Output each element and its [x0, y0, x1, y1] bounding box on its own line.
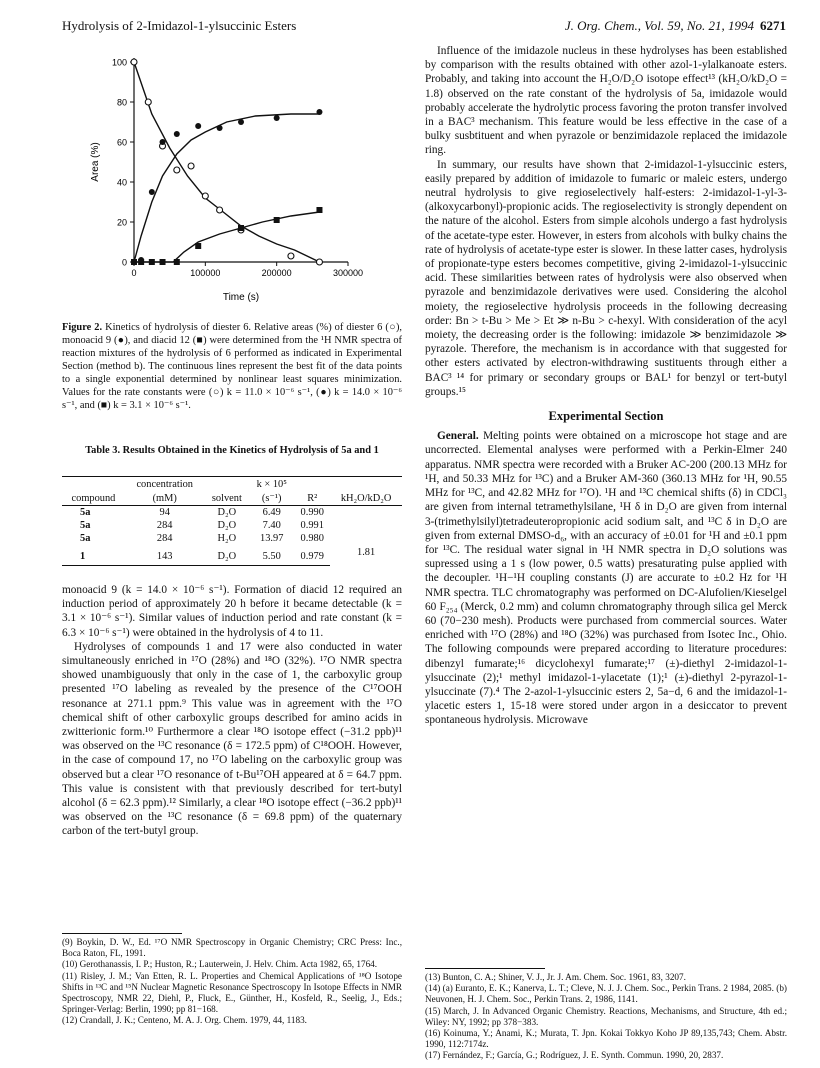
table-row: 5a 94 D₂O 6.49 0.990 — [80, 507, 324, 518]
figure-label: Figure 2. — [62, 322, 103, 333]
data-point-diacid — [316, 207, 322, 213]
paragraph: monoacid 9 (k = 14.0 × 10⁻⁶ s⁻¹). Formation of diacid 12 required an induction period of approximately 20 h before it became detectable (k = 3.1 × 10⁻⁶ s⁻¹). Similar values of induction period and rate constant (k = 6.3 × 10⁻⁶ s⁻¹) were obtained in the hydrolysis of 4 to 11. — [62, 584, 402, 639]
fit-line-series-2 — [134, 114, 320, 262]
right-footnotes — [425, 972, 787, 1062]
ratio-value: 1.81 — [357, 546, 376, 558]
x-tick-label: 100000 — [190, 268, 221, 278]
data-point-monoacid — [174, 131, 180, 137]
col-concentration: concentration — [125, 477, 205, 492]
data-point-monoacid — [149, 189, 155, 195]
data-point-diester — [188, 163, 194, 169]
data-point-diester — [131, 59, 137, 65]
x-tick-label: 0 — [131, 268, 137, 278]
data-point-diacid — [149, 259, 155, 265]
footnote: (9) Boykin, D. W., Ed. ¹⁷O NMR Spectroscopy in Organic Chemistry; CRC Press: Inc., Boca Raton, FL, 1991. — [62, 937, 402, 959]
data-point-diester — [217, 207, 223, 213]
x-tick-label: 300000 — [332, 268, 364, 278]
journal-citation — [565, 18, 786, 34]
col-r2: R² — [294, 491, 330, 506]
data-point-diester — [145, 99, 151, 105]
section-title: Experimental Section — [548, 409, 664, 424]
x-tick-label: 200000 — [261, 268, 292, 278]
kinetics-plot — [62, 48, 402, 320]
paragraph: Hydrolyses of compounds 1 and 17 were also conducted in water simultaneously enriched in ¹⁷O (28%) and ¹⁸O (32%). ¹⁷O NMR spectra showed unambiguously that only in the case of 1, the carboxylic group presented ¹⁷O labeling as revealed by the presence of the C¹⁷OOH resonance at 271.1 ppm.⁹ This value was in agreement with the ¹⁷O chemical shift of other carboxylic groups described for amino acids in zwitterionic form.¹⁰ Furthermore a clear ¹⁸O isotope effect (−31.2 ppb)¹¹ was observed on the ¹³C resonance (δ = 172.5 ppm) of C¹⁸OOH. However, in the case of compound 17, no ¹⁷O labeling on the carboxylic group was observed but a clear ¹⁷O resonance of t-Bu¹⁷OH appeared at δ = 64.7 ppm. This value is consistent with that previously described for tert-butyl alcohol (δ = 62.3 ppm).¹² Similarly, a clear ¹⁸O isotope effect (−36.2 ppb)¹¹ was observed on the ¹³C resonance (δ = 69.8 ppm) of the quaternary carbon of the tert-butyl group. — [62, 640, 402, 838]
table-row: 1 143 D₂O 5.50 0.979 — [62, 545, 402, 566]
y-tick-label: 80 — [116, 97, 127, 108]
data-point-monoacid — [195, 123, 201, 129]
data-point-diacid — [274, 217, 280, 223]
paragraph — [425, 429, 787, 727]
y-tick-label: 40 — [116, 177, 127, 188]
data-point-diester — [316, 259, 322, 265]
footnote: (17) Fernández, F.; García, G.; Rodríguez, J. E. Synth. Commun. 1990, 20, 2837. — [425, 1050, 724, 1061]
paragraph: In summary, our results have shown that 2-imidazol-1-ylsuccinic esters, easily prepared by addition of imidazole to fumaric or maleic esters, undergo neutral hydrolysis to give regioselectively half-esters: 2-imidazol-1-yl-3-(alkoxycarbonyl)-propionic acids. The regioselectivity is strongly dependent on the nature of the alcohol. Esters from simple alcohols undergo a fast hydrolysis of the acetate-type ester. However, in esters from alcohols with bulky chains the rate of hydrolysis of acetate-type ester is slower. In these latter cases, hydrolysis of propionate-type esters becomes competitive, giving 2-imidazol-1-ylsuccinic acid. These similarities between rates of hydrolysis were also observed when pyrazole and benzimidazole derivatives were used. Considering the alcohol moiety, the regioselective hydrolysis proceeds in the following decreasing order: Bn > t-Bu > Me > Et ≫ n-Bu > c-hexyl. With consideration of the acyl moiety, the decreasing order is the following: imidazole ≫ benzimidazole ≫ pyrazole. Therefore, the mechanism is in accordance with that suggested for other esters activated by electron-withdrawing sustituents through either a BAC³ ¹⁴ for primary or secondary groups or BAL¹ for benzyl or tert-butyl groups.¹⁵ — [425, 158, 788, 398]
data-point-monoacid — [274, 115, 280, 121]
col-ratio: kH₂O/kD₂O — [330, 491, 402, 506]
y-axis-label: Area (%) — [90, 142, 101, 182]
data-point-diacid — [138, 259, 144, 265]
page-number: 6271 — [760, 18, 786, 33]
data-point-diester — [288, 253, 294, 259]
right-column-body — [425, 44, 787, 728]
data-point-diacid — [238, 225, 244, 231]
y-tick-label: 20 — [116, 217, 127, 228]
figure-2-chart — [62, 48, 402, 320]
data-point-diester — [174, 167, 180, 173]
col-k-unit: (s⁻¹) — [249, 491, 294, 506]
footnote: (10) Gerothanassis, I. P.; Huston, R.; Lauterwein, J. Helv. Chim. Acta 1982, 65, 1764. — [62, 959, 378, 970]
data-point-monoacid — [217, 125, 223, 131]
data-point-monoacid — [238, 119, 244, 125]
left-footnotes — [62, 937, 402, 1027]
data-point-diester — [202, 193, 208, 199]
y-tick-label: 0 — [121, 257, 127, 268]
x-axis-label: Time (s) — [222, 292, 260, 303]
results-table — [62, 476, 402, 566]
table-row: 5a 284 D₂O 7.40 0.991 — [80, 520, 324, 531]
figure-caption-text: Kinetics of hydrolysis of diester 6. Relative areas (%) of diester 6 (○), monoacid 9 (●), and diacid 12 (■) were determined from the ¹H NMR spectra of reaction mixtures of the hydrolysis of 6 performed as indicated in Experimental Section (method b). The continuous lines represent the best fit of the data points to a single exponential determined by nonlinear least squares minimization. Values for the rate constants were (○) k = 11.0 × 10⁻⁶ s⁻¹, (●) k = 14.0 × 10⁻⁶ s⁻¹, and (■) k = 3.1 × 10⁻⁶ s⁻¹. — [62, 322, 402, 411]
figure-caption — [62, 321, 402, 412]
col-k: k × 10⁵ — [249, 477, 294, 492]
footnote: (14) (a) Euranto, E. K.; Kanerva, L. T.; Cleve, N. J. J. Chem. Soc., Perkin Trans. 2 1984, 2085. (b) Neuvonen, H. J. Chem. Soc., Perkin Trans. 2, 1986, 1141. — [425, 983, 787, 1005]
footnote: (15) March, J. In Advanced Organic Chemistry. Reactions, Mechanisms, and Structure, 4th ed.; Wiley: NY, 1992; pp 378−383. — [425, 1005, 787, 1027]
y-tick-label: 100 — [111, 57, 127, 68]
footnote: (16) Koinuma, Y.; Anami, K.; Murata, T. Jpn. Kokai Tokkyo Koho JP 89,135,743; Chem. Abstr. 1990, 112:7174z. — [425, 1028, 787, 1050]
table-row: 5a 284 H₂O 13.97 0.980 1.81 — [62, 532, 402, 545]
data-point-diacid — [131, 259, 137, 265]
footnote: (13) Bunton, C. A.; Shiner, V. J., Jr. J. Am. Chem. Soc. 1961, 83, 3207. — [425, 972, 686, 982]
data-point-diacid — [195, 243, 201, 249]
y-tick-label: 60 — [116, 137, 127, 148]
data-point-monoacid — [160, 139, 166, 145]
data-point-monoacid — [316, 109, 322, 115]
footnote-rule — [62, 933, 182, 934]
col-compound: compound — [62, 491, 125, 506]
footnote: (12) Crandall, J. K.; Centeno, M. A. J. Org. Chem. 1979, 44, 1183. — [62, 1015, 307, 1026]
col-concentration-unit: (mM) — [125, 491, 205, 506]
footnote: (11) Risley, J. M.; Van Etten, R. L. Properties and Chemical Applications of ¹⁸O Isotope Shifts in ¹³C and ¹⁵N Nuclear Magnetic Resonance Spectroscopy In Isotope Effects in NMR Spectroscopy, NMR 22, Diehl, P., Fluck, E., Günther, H., Kosfeld, R., Seelig, J., Eds.; Springer-Verlag: Berlin, 1990; pp 81−168. — [62, 970, 402, 1015]
running-title: Hydrolysis of 2-Imidazol-1-ylsuccinic Esters — [62, 18, 297, 33]
data-point-diacid — [160, 259, 166, 265]
footnote-rule — [425, 968, 545, 969]
experimental-text: Melting points were obtained on a microscope hot stage and are uncorrected. Elemental analyses were performed with a Perkin-Elmer 240 apparatus. NMR spectra were recorded with a Bruker AC-200 (200.13 MHz for ¹H, and 50.33 MHz for ¹³C) and a Bruker AM-360 (360.13 MHz for ¹H, 90.55 MHz for ¹³C, and 42.82 MHz for ¹⁷O). ¹H and ¹³C chemical shifts (δ) in CDCl₃ are given from internal tetramethylsilane, ¹H δ in D₂O are given from internal 3-(trimethylsilyl)tetradeuteropropionic acid sodium salt, and ¹³C δ in D₂O are given from external DMSO-d₆, with an accuracy of ±0.01 for ¹H and ±0.1 ppm for ¹³C. The residual water signal in ¹H NMR spectra in D₂O solutions was supressed using a 1 s (low power, 0.5 watts) presaturating pulse applied with the decoupler. ¹H−¹H coupling constants (J) are accurate to ±0.2 Hz for ¹H NMR spectra. TLC chromatography was performed on DC-Alufolien/Kieselgel 60 F₂₅₄ (Merck, 0.2 mm) and column chromatography through silica gel Merck 60 (70−230 mesh). Products were purchased from commercial sources. Water enriched with ¹⁷O (28%) and ¹⁸O (32%) was purchased from Isotec Inc., Ohio. The following compounds were prepared according to literature procedures: dibenzyl fumarate;¹⁶ dicyclohexyl fumarate;¹⁷ (±)-diethyl 2-imidazol-1-ylsuccinate (2);¹ methyl imidazol-1-ylacetate (1);¹ (±)-diethyl 2-pyrazol-1-ylsuccinate (7).⁴ The 2-azol-1-ylsuccinic esters 2, 5a−d, 6 and the imidazol-1-ylacetic esters 1, 15-18 were stored under argon in a desiccator to prevent spontaneous hydrolysis. Microwave — [425, 430, 787, 727]
left-column-body — [62, 583, 402, 839]
data-point-diacid — [174, 259, 180, 265]
col-solvent: solvent — [205, 491, 250, 506]
journal-name: J. Org. Chem., Vol. 59, No. 21, 1994 — [564, 18, 754, 33]
table-title: Table 3. Results Obtained in the Kinetics of Hydrolysis of 5a and 1 — [85, 445, 379, 456]
paragraph: Influence of the imidazole nucleus in these hydrolyses has been established by comparison with the results obtained with other azol-1-ylalkanoate esters. Probably, and taking into account the H₂O/D₂O isotope effect¹³ (kH₂O/kD₂O = 1.8) observed on the rate constant of the hydrolysis of 5a, imidazole would probably accelerate the hydrolytic process favoring the proton transfer involved in a BAC³ mechanism. This feature would be less effective in the case of a bulky susbtituent and when pyrazole or benzimidazole replaced the imidazole ring. — [425, 45, 787, 157]
runin-heading: General. — [437, 430, 479, 443]
